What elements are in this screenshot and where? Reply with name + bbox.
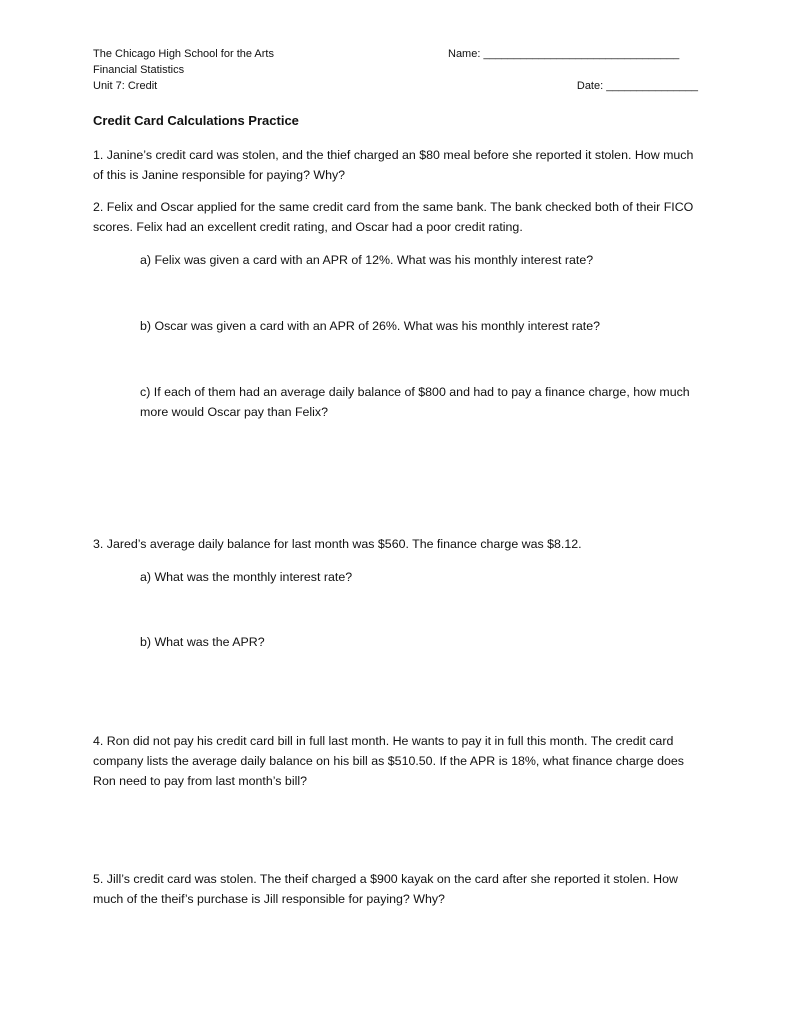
course-name: Financial Statistics: [93, 64, 185, 76]
question-1: 1. Janine’s credit card was stolen, and the thief charged an $80 meal before she reported it stolen. How much of this is Janine responsible for paying? Why?: [93, 148, 694, 182]
question-5: 5. Jill’s credit card was stolen. The theif charged a $900 kayak on the card after she reported it stolen. How much of the theif’s purchase is Jill responsible for paying? Why?: [93, 872, 678, 906]
question-3: 3. Jared’s average daily balance for last month was $560. The finance charge was $8.12.: [93, 537, 582, 551]
header-school-info: [93, 46, 274, 94]
page-title: Credit Card Calculations Practice: [93, 113, 299, 128]
question-4: 4. Ron did not pay his credit card bill in full last month. He wants to pay it in full this month. The credit card company lists the average daily balance on his bill as $510.50. If the APR is 18%, what finance charge does Ron need to pay from last month’s bill?: [93, 734, 684, 788]
date-field: Date: _______________: [576, 80, 698, 92]
question-2: 2. Felix and Oscar applied for the same credit card from the same bank. The bank checked both of their FICO scores. Felix had an excellent credit rating, and Oscar had a poor credit rating.: [93, 200, 694, 234]
school-name: The Chicago High School for the Arts: [93, 48, 274, 60]
question-2b: b) Oscar was given a card with an APR of 26%. What was his monthly interest rate?: [140, 319, 601, 333]
question-2a: a) Felix was given a card with an APR of 12%. What was his monthly interest rate?: [140, 253, 594, 267]
unit-name: Unit 7: Credit: [93, 80, 158, 92]
question-2c: c) If each of them had an average daily balance of $800 and had to pay a finance charge, how much more would Oscar pay than Felix?: [140, 385, 690, 419]
question-3a: a) What was the monthly interest rate?: [140, 570, 353, 584]
name-field: Name: ________________________________: [448, 48, 680, 60]
question-3b: b) What was the APR?: [140, 635, 265, 649]
